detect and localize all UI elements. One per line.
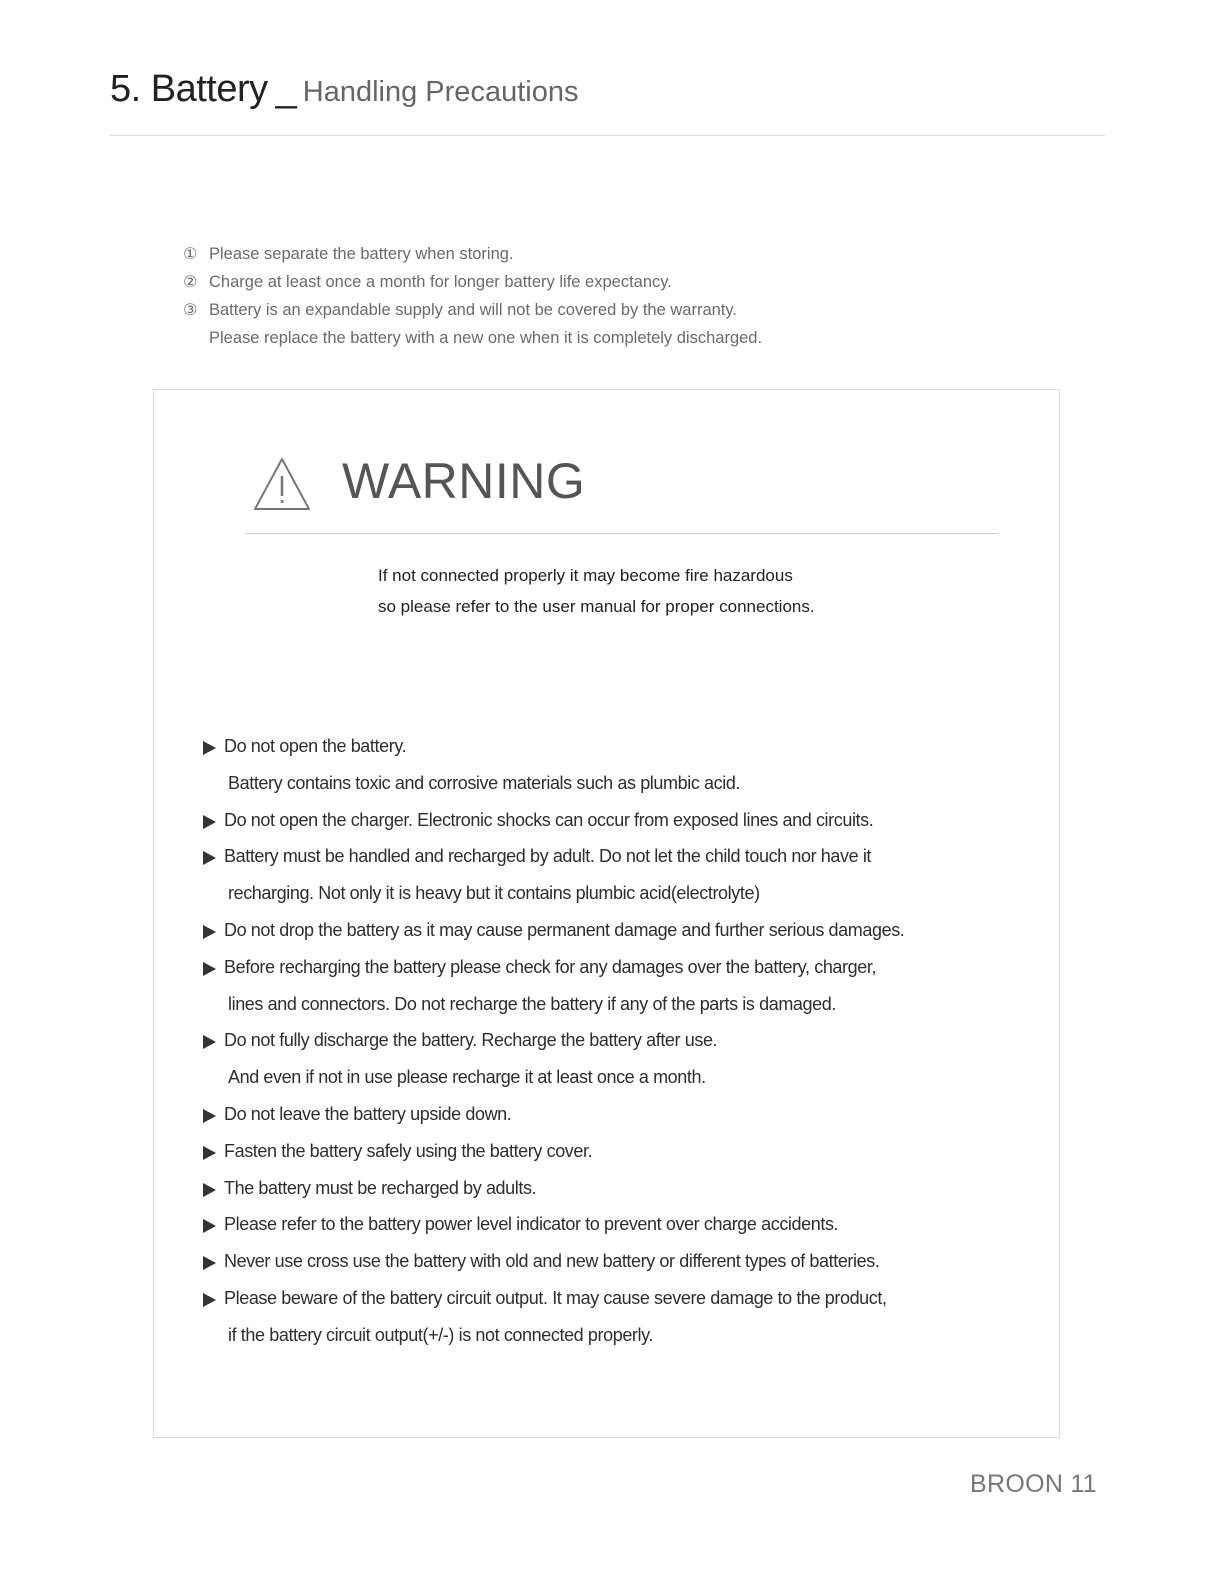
note-line: Charge at least once a month for longer battery life expectancy. <box>209 273 672 291</box>
precaution-item <box>201 1280 904 1354</box>
precautions-list <box>201 728 904 1354</box>
note-line: Please separate the battery when storing. <box>209 245 514 263</box>
note-line: Battery is an expandable supply and will not be covered by the warranty. <box>209 301 737 319</box>
storage-note <box>183 268 762 296</box>
note-text <box>209 296 762 352</box>
precaution-line: Do not open the battery. <box>224 736 407 756</box>
storage-notes-list <box>183 240 762 352</box>
note-number: ② <box>183 272 198 291</box>
precaution-line: Please refer to the battery power level indicator to prevent over charge accidents. <box>224 1214 839 1235</box>
precaution-item <box>201 838 904 912</box>
triangle-bullet-icon <box>203 815 216 829</box>
warning-message <box>378 560 815 622</box>
storage-note <box>183 296 762 352</box>
triangle-bullet-icon <box>203 1109 216 1123</box>
precaution-line: Fasten the battery safely using the battery cover. <box>224 1140 593 1161</box>
triangle-bullet-icon <box>203 1146 216 1160</box>
triangle-bullet-icon <box>203 1183 216 1197</box>
warning-divider <box>245 533 998 534</box>
precaution-line: And even if not in use please recharge it at least once a month. <box>228 1067 706 1088</box>
note-number: ① <box>183 244 198 263</box>
precaution-line: The battery must be recharged by adults. <box>224 1177 537 1198</box>
precaution-line: Battery must be handled and recharged by adult. Do not let the child touch nor have it <box>224 846 872 867</box>
precaution-line: lines and connectors. Do not recharge the battery if any of the parts is damaged. <box>228 993 836 1014</box>
triangle-bullet-icon <box>203 1293 216 1307</box>
warning-triangle-icon <box>252 456 312 512</box>
note-number: ③ <box>183 300 198 319</box>
precaution-line: Battery contains toxic and corrosive materials such as plumbic acid. <box>228 772 741 793</box>
precaution-line: Do not leave the battery upside down. <box>224 1103 512 1124</box>
precaution-item <box>201 802 904 839</box>
precaution-item <box>201 949 904 1023</box>
triangle-bullet-icon <box>203 962 216 976</box>
triangle-bullet-icon <box>203 851 216 865</box>
triangle-bullet-icon <box>203 1219 216 1233</box>
triangle-bullet-icon <box>203 1035 216 1049</box>
storage-note <box>183 240 762 268</box>
precaution-item <box>201 1170 904 1207</box>
precaution-item <box>201 1133 904 1170</box>
warning-title: WARNING <box>342 453 586 509</box>
triangle-bullet-icon <box>203 925 216 939</box>
section-title: 5. Battery <box>110 68 268 110</box>
precaution-line: Please beware of the battery circuit output. It may cause severe damage to the product, <box>224 1287 887 1308</box>
precaution-line: Never use cross use the battery with old and new battery or different types of batteries. <box>224 1251 880 1272</box>
precaution-item <box>201 1243 904 1280</box>
note-text <box>209 240 514 268</box>
triangle-bullet-icon <box>203 1256 216 1270</box>
section-subtitle: Handling Precautions <box>302 76 579 108</box>
warning-message-line: so please refer to the user manual for proper connections. <box>378 597 815 616</box>
precaution-item <box>201 1206 904 1243</box>
precaution-item <box>201 728 904 802</box>
precaution-item <box>201 912 904 949</box>
precaution-line: Before recharging the battery please check for any damages over the battery, charger, <box>224 956 877 977</box>
precaution-line: recharging. Not only it is heavy but it contains plumbic acid(electrolyte) <box>228 883 760 904</box>
triangle-bullet-icon <box>203 741 216 755</box>
precaution-item <box>201 1022 904 1096</box>
header-divider <box>110 135 1105 136</box>
page-header <box>110 70 578 108</box>
title-separator: _ <box>275 68 297 110</box>
precaution-line: Do not open the charger. Electronic shocks can occur from exposed lines and circuits. <box>224 809 874 830</box>
precaution-item <box>201 1096 904 1133</box>
precaution-line: Do not drop the battery as it may cause permanent damage and further serious damages. <box>224 919 905 940</box>
note-text <box>209 268 672 296</box>
precaution-line: Do not fully discharge the battery. Recharge the battery after use. <box>224 1030 718 1051</box>
precaution-line: if the battery circuit output(+/-) is not connected properly. <box>228 1324 653 1345</box>
note-line: Please replace the battery with a new one when it is completely discharged. <box>209 329 763 347</box>
warning-box <box>153 389 1060 1438</box>
warning-message-line: If not connected properly it may become fire hazardous <box>378 566 793 585</box>
footer-page-number: BROON 11 <box>970 1470 1097 1498</box>
